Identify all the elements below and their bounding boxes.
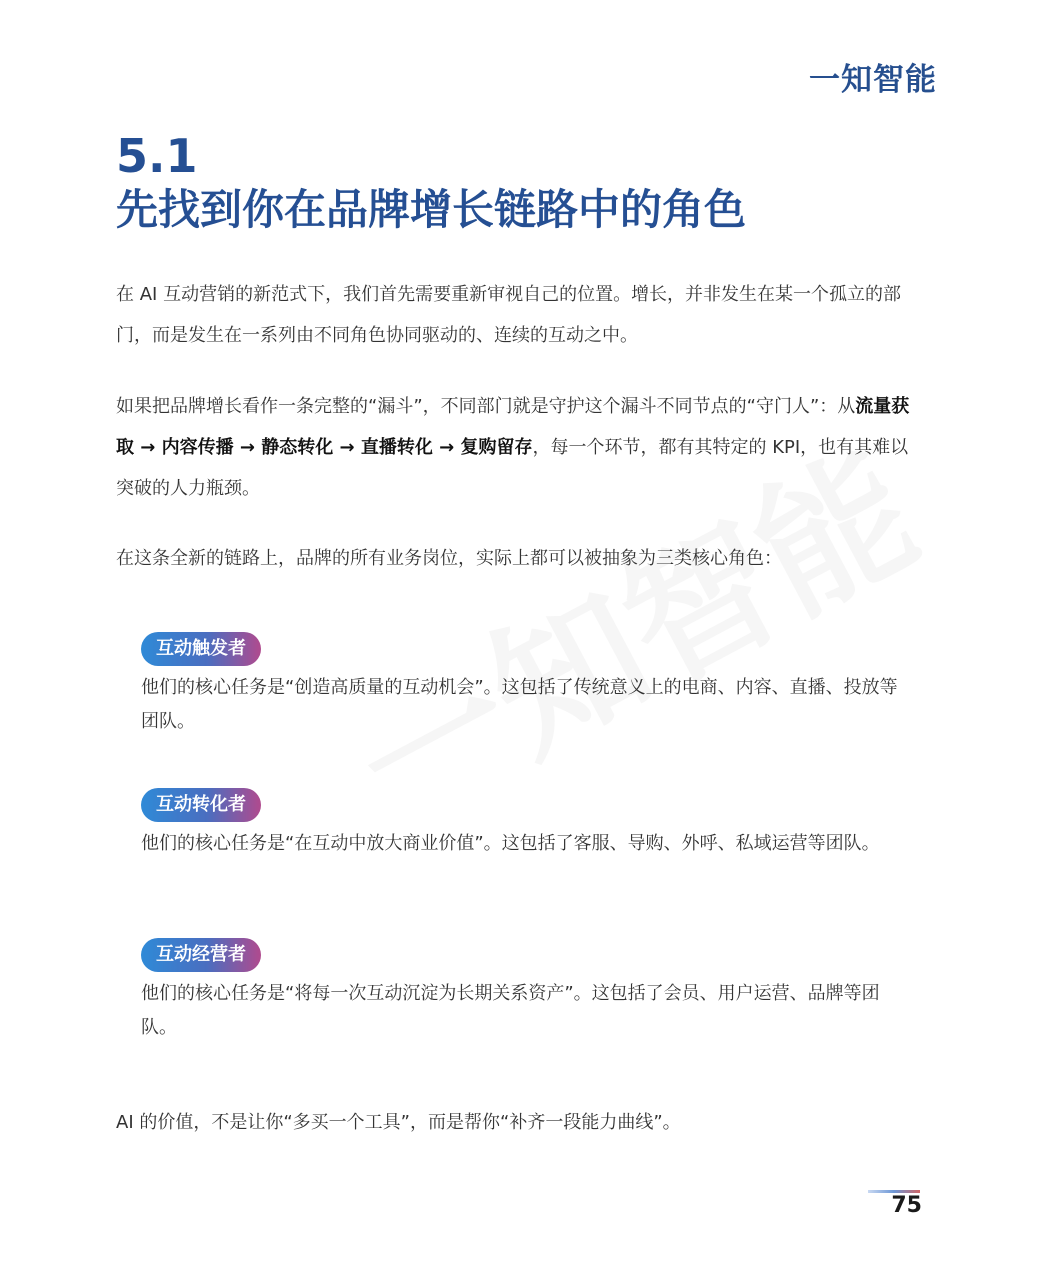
section-number: 5.1 <box>116 129 198 183</box>
funnel-tail-text: ，每一个环节，都有其特定的 KPI，也有其难以突破的人力瓶颈。 <box>116 437 909 499</box>
paragraph-funnel <box>116 386 926 509</box>
funnel-arrow: → <box>333 437 361 458</box>
section-title: 先找到你在品牌增长链路中的角色 <box>116 185 747 234</box>
role-description: 他们的核心任务是“将每一次互动沉淀为长期关系资产”。这包括了会员、用户运营、品牌等团队。 <box>141 983 880 1038</box>
funnel-step: 静态转化 <box>261 437 334 458</box>
funnel-intro-text: 如果把品牌增长看作一条完整的“漏斗”，不同部门就是守护这个漏斗不同节点的“守门人”：从 <box>116 396 856 417</box>
role-card-operator <box>141 938 901 1045</box>
funnel-step: 直播转化 <box>360 437 433 458</box>
role-label: 互动经营者 <box>141 938 261 972</box>
paragraph-roles-intro: 在这条全新的链路上，品牌的所有业务岗位，实际上都可以被抽象为三类核心角色： <box>116 548 782 569</box>
role-description: 他们的核心任务是“创造高质量的互动机会”。这包括了传统意义上的电商、内容、直播、投放等团队。 <box>141 677 898 732</box>
brand-logo: 一知智能 <box>809 62 937 98</box>
page-number: 75 <box>891 1193 922 1218</box>
funnel-step: 内容传播 <box>161 437 234 458</box>
role-description: 他们的核心任务是“在互动中放大商业价值”。这包括了客服、导购、外呼、私域运营等团队。 <box>141 833 880 854</box>
paragraph-intro: 在 AI 互动营销的新范式下，我们首先需要重新审视自己的位置。增长，并非发生在某一个孤立的部门，而是发生在一系列由不同角色协同驱动的、连续的互动之中。 <box>116 284 902 346</box>
funnel-arrow: → <box>432 437 461 458</box>
paragraph-conclusion: AI 的价值，不是让你“多买一个工具”，而是帮你“补齐一段能力曲线”。 <box>116 1112 681 1133</box>
funnel-arrow: → <box>134 437 162 458</box>
role-label: 互动转化者 <box>141 788 261 822</box>
funnel-step: 流量获取 <box>116 396 910 458</box>
role-label: 互动触发者 <box>141 632 261 666</box>
role-card-converter <box>141 788 901 861</box>
role-card-trigger <box>141 632 901 739</box>
funnel-step: 复购留存 <box>460 437 533 458</box>
funnel-arrow: → <box>233 437 262 458</box>
